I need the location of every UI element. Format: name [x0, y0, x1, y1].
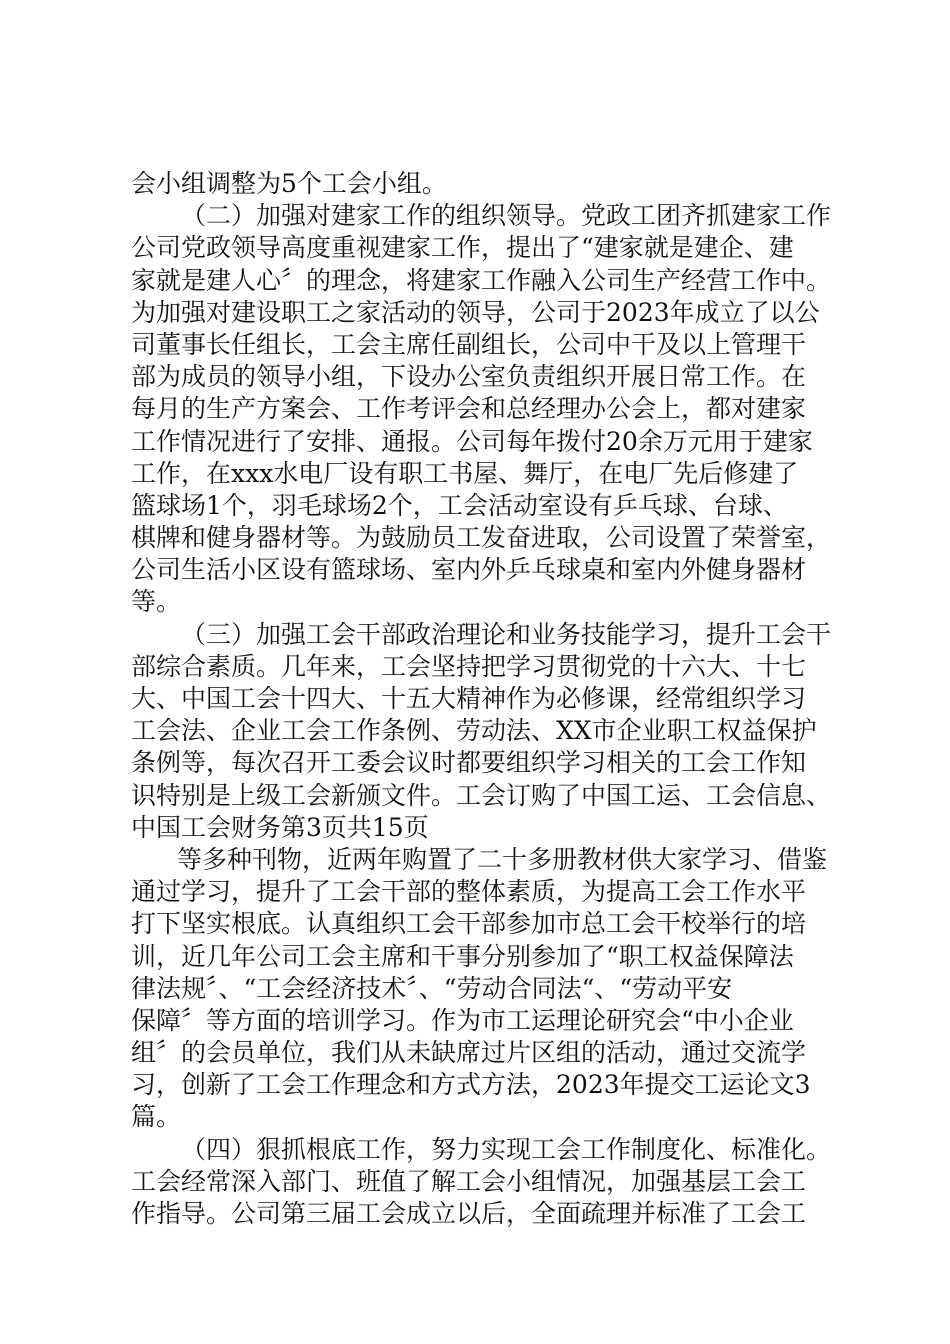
text-line: 条例等，每次召开工委会议时都要组织学习相关的工会工作知: [131, 748, 807, 778]
text-line: 会小组调整为5个工会小组。: [131, 169, 447, 198]
page-footer-text: 中国工会财务第3页共15页: [131, 812, 429, 842]
text-line: 部综合素质。几年来，工会坚持把学习贯彻党的十六大、十七: [131, 651, 807, 681]
text-line: 为加强对建设职工之家活动的领导，公司于2023年成立了以公: [131, 297, 820, 327]
text-line: 训，近几年公司工会主席和干事分别参加了“职工权益保障法: [131, 941, 794, 971]
body-text: [131, 168, 831, 1230]
text-line: 组〞的会员单位，我们从未缺席过片区组的活动，通过交流学: [131, 1038, 807, 1068]
text-line: （三）加强工会干部政治理论和业务技能学习，提升工会干: [181, 619, 832, 649]
text-line: （四）狠抓根底工作，努力实现工会工作制度化、标准化。: [181, 1134, 832, 1164]
text-line: （二）加强对建家工作的组织领导。党政工团齐抓建家工作: [181, 201, 832, 231]
text-line: 公司生活小区设有篮球场、室内外乒乓球桌和室内外健身器材: [131, 555, 807, 585]
text-line: 工会法、企业工会工作条例、劳动法、XX市企业职工权益保护: [131, 716, 817, 746]
text-line: 习，创新了工会工作理念和方式方法，2023年提交工运论文3: [131, 1070, 811, 1100]
text-line: 律法规〞、“工会经济技术〞、“劳动合同法“、“劳动平安: [131, 973, 733, 1003]
text-line: 部为成员的领导小组，下设办公室负责组织开展日常工作。在: [131, 362, 807, 392]
text-line: 作指导。公司第三届工会成立以后，全面疏理并标准了工会工: [131, 1199, 807, 1228]
text-line: 保障〞等方面的培训学习。作为市工运理论研究会“中小企业: [131, 1005, 794, 1035]
text-line: 大、中国工会十四大、十五大精神作为必修课，经常组织学习: [131, 684, 807, 713]
text-line: 工会经常深入部门、班值了解工会小组情况，加强基层工会工: [131, 1166, 807, 1196]
text-line: 等。: [131, 587, 182, 617]
text-line: 等多种刊物，近两年购置了二十多册教材供大家学习、借鉴: [177, 844, 828, 874]
text-line: 篇。: [131, 1102, 182, 1132]
text-line: 棋牌和健身器材等。为鼓励员工发奋进取，公司设置了荣誉室，: [131, 523, 832, 553]
text-line: 通过学习，提升了工会干部的整体素质，为提高工会工作水平: [131, 877, 807, 907]
text-line: 每月的生产方案会、工作考评会和总经理办公会上，都对建家: [131, 394, 807, 424]
text-line: 工作情况进行了安排、通报。公司每年拨付20余万元用于建家: [131, 426, 813, 456]
text-line: 公司党政领导高度重视建家工作，提出了“建家就是建企、建: [131, 233, 794, 263]
text-line: 工作，在xxx水电厂设有职工书屋、舞厅，在电厂先后修建了: [131, 458, 799, 488]
text-line: 家就是建人心〞的理念，将建家工作融入公司生产经营工作中。: [131, 265, 832, 295]
text-line: 识特别是上级工会新颁文件。工会订购了中国工运、工会信息、: [131, 780, 832, 810]
text-line: 篮球场1个，羽毛球场2个，工会活动室设有乒乓球、台球、: [131, 490, 788, 520]
text-line: 打下坚实根底。认真组织工会干部参加市总工会干校举行的培: [131, 909, 807, 939]
text-line: 司董事长任组长，工会主席任副组长，公司中干及以上管理干: [131, 329, 807, 359]
